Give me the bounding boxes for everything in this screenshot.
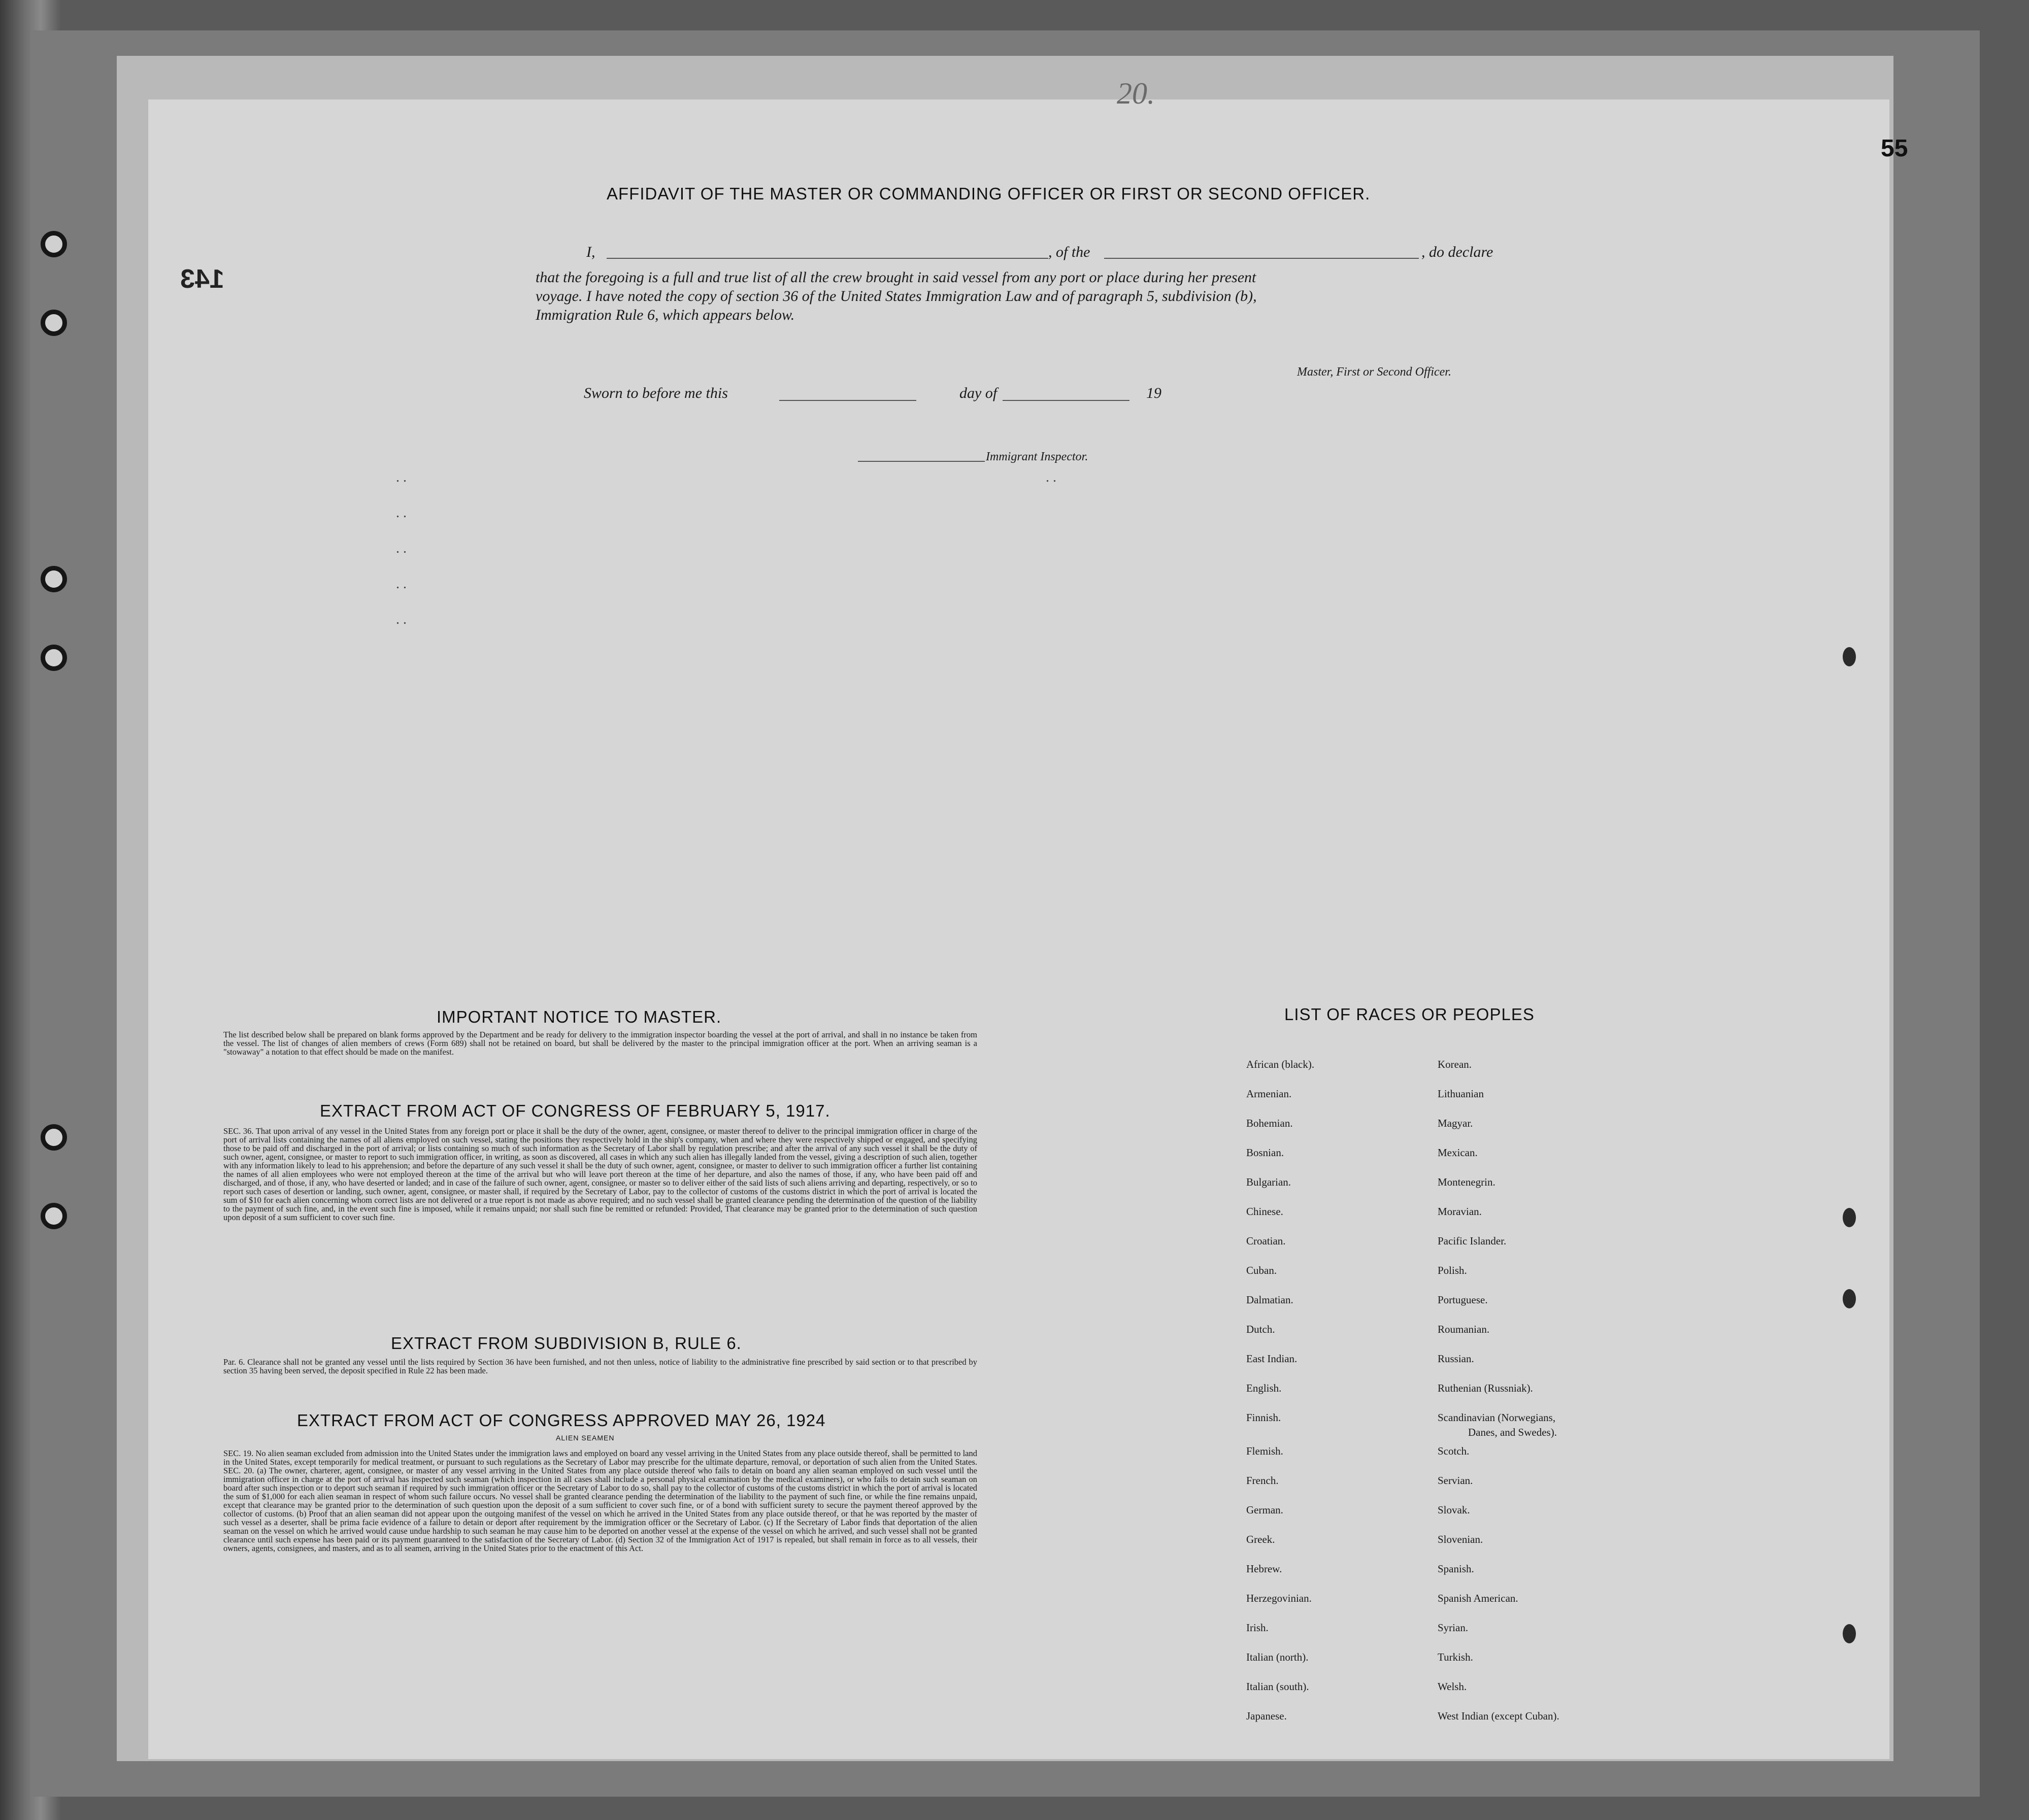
race-item: Mexican.: [1438, 1147, 1478, 1159]
race-item: Lithuanian: [1438, 1088, 1484, 1100]
sworn-label: Sworn to before me this: [584, 385, 728, 401]
dot-mark: . .: [396, 612, 407, 627]
race-item: Spanish American.: [1438, 1592, 1518, 1604]
binder-hole: [41, 1203, 67, 1229]
affidavit-title: AFFIDAVIT OF THE MASTER OR COMMANDING OFFICER OR FIRST OR SECOND OFFICER.: [607, 184, 1371, 203]
race-item: Scotch.: [1438, 1445, 1470, 1457]
i-label: I,: [586, 244, 595, 260]
sworn-month-line: [1003, 400, 1129, 401]
dot-mark: . .: [396, 469, 407, 485]
inspector-line: [858, 461, 985, 462]
race-item: Cuban.: [1246, 1264, 1277, 1276]
affidavit-line-1: that the foregoing is a full and true list of all the crew brought in said vessel from any port or place during her present: [536, 269, 1256, 286]
race-item: Armenian.: [1246, 1088, 1292, 1100]
race-item: Italian (north).: [1246, 1651, 1309, 1663]
of-the-label: , of the: [1048, 244, 1090, 260]
race-item: Moravian.: [1438, 1205, 1482, 1218]
affidavit-line-3: Immigration Rule 6, which appears below.: [536, 307, 795, 323]
race-item: Dalmatian.: [1246, 1294, 1293, 1306]
race-item: Syrian.: [1438, 1622, 1469, 1634]
year-label: 19: [1146, 385, 1161, 401]
race-item: Spanish.: [1438, 1563, 1474, 1575]
race-item: East Indian.: [1246, 1353, 1298, 1365]
race-item-continuation: Danes, and Swedes).: [1468, 1426, 1557, 1438]
races-title: LIST OF RACES OR PEOPLES: [1284, 1005, 1535, 1024]
race-item: Welsh.: [1438, 1680, 1467, 1693]
affidavit-body: [536, 268, 1515, 324]
binder-hole: [41, 1124, 67, 1151]
race-item: Slovenian.: [1438, 1533, 1483, 1545]
race-item: Flemish.: [1246, 1445, 1283, 1457]
race-item: German.: [1246, 1504, 1283, 1516]
binder-hole: [41, 231, 67, 257]
extract-1917-title: EXTRACT FROM ACT OF CONGRESS OF FEBRUARY 5, 1917.: [320, 1101, 830, 1120]
race-item: English.: [1246, 1382, 1282, 1394]
vessel-line: [1104, 258, 1419, 259]
notice-title: IMPORTANT NOTICE TO MASTER.: [437, 1007, 722, 1026]
extract-1924-title: EXTRACT FROM ACT OF CONGRESS APPROVED MAY 26, 1924: [297, 1411, 826, 1430]
race-item: Bosnian.: [1246, 1147, 1284, 1159]
binder-hole: [41, 310, 67, 336]
dot-mark: . .: [396, 541, 407, 556]
inspector-label: Immigrant Inspector.: [986, 450, 1088, 463]
extract-rule6-title: EXTRACT FROM SUBDIVISION B, RULE 6.: [391, 1334, 742, 1353]
race-item: Korean.: [1438, 1058, 1472, 1070]
binder-hole: [41, 645, 67, 671]
race-item: Polish.: [1438, 1264, 1467, 1276]
race-item: Herzegovinian.: [1246, 1592, 1312, 1604]
extract-1917-text: SEC. 36. That upon arrival of any vessel in the United States from any foreign port or place it shall be the duty of the owner, agent, consignee, or master thereof to deliver to the principal immigration officer in charge of the port of arrival lists containing the names of all aliens employed on such vessel, stating the positions they respectively hold in the ship's company, when and where they were respectively shipped or engaged, and specifying those to be paid off and discharged in the port of arrival; or lists containing so much of such information as the Secretary of Labor shall by regulation prescribe; and after the arrival of any such vessel it shall be the duty of such owner, agent, consignee, or master to report to such immigration officer, in writing, as soon as discovered, all cases in which any such alien has illegally landed from the vessel, giving a description of such alien, together with any information likely to lead to his apprehension; and before the departure of any such vessel it shall be the duty of such owner, agent, consignee, or master to deliver to such immigration officer a further list containing the names of all alien employees who were not employed thereon at the time of the arrival but who will leave port thereon at the time of her departure, and also the names of those, if any, who have been paid off and discharged, and of those, if any, who have deserted or landed; and in case of the failure of such owner, agent, consignee, or master so to deliver either of the said lists of such aliens arriving and departing, respectively, or so to report such cases of desertion or landing, such owner, agent, consignee, or master shall, if required by the Secretary of Labor, pay to the collector of customs of the customs district in which the port of arrival is located the sum of $10 for each alien concerning whom correct lists are not delivered or a true report is not made as above required; and no such vessel shall be granted clearance pending the determination of the question of the liability to the payment of such fine, and, in the event such fine is imposed, while it remains unpaid; nor shall such fine be remitted or refunded: Provided, That clearance may be granted prior to the determination of such question upon deposit of a sum sufficient to cover such fine.: [223, 1126, 977, 1222]
dot-mark: . .: [396, 576, 407, 592]
side-number: 143: [180, 264, 224, 294]
name-line: [607, 258, 1048, 259]
race-item: Bohemian.: [1246, 1117, 1293, 1129]
dot-mark: . .: [1046, 469, 1056, 485]
race-item: West Indian (except Cuban).: [1438, 1710, 1559, 1722]
affidavit-line-2: voyage. I have noted the copy of section 36 of the United States Immigration Law and of paragraph 5, subdivision (b),: [536, 288, 1257, 305]
race-item: Bulgarian.: [1246, 1176, 1291, 1188]
race-item: Russian.: [1438, 1353, 1474, 1365]
race-item: Pacific Islander.: [1438, 1235, 1507, 1247]
race-item: Portuguese.: [1438, 1294, 1488, 1306]
race-item: Finnish.: [1246, 1411, 1281, 1424]
extract-1924-text: SEC. 19. No alien seaman excluded from admission into the United States under the immigration laws and employed on board any vessel arriving in the United States from any place outside thereof, shall be permitted to land in the United States, except temporarily for medical treatment, or pursuant to such regulations as the Secretary of Labor may prescribe for the ultimate departure, removal, or deportation of such alien from the United States. SEC. 20. (a) The owner, charterer, agent, consignee, or master of any vessel arriving in the United States from any place outside thereof who fails to detain on board any alien seaman employed on such vessel until the immigration officer in charge at the port of arrival has inspected such seaman (which inspection in all cases shall include a personal physical examination by the medical examiners), or who fails to detain such seaman on board after such inspection or to deport such seaman if required by such immigration officer or the Secretary of Labor to do so, shall pay to the collector of customs of the customs district in which the port of arrival is located the sum of $1,000 for each alien seaman in respect of whom such failure occurs. No vessel shall be granted clearance pending the determination of the liability to the payment of such fine, or while the fine remains unpaid, except that clearance may be granted prior to the determination of such question upon the deposit of a sum sufficient to cover such fine, or of a bond with sufficient surety to secure the payment thereof approved by the collector of customs. (b) Proof that an alien seaman did not appear upon the outgoing manifest of the vessel on which he arrived in the United States from any place outside thereof, or that he was reported by the master of such vessel as a deserter, shall be prima facie evidence of a failure to detain or deport after requirement by the immigration officer or the Secretary of Labor. (c) If the Secretary of Labor finds that deportation of the alien seaman on the vessel on which he arrived would cause undue hardship to such seaman he may cause him to be deported on another vessel at the expense of the vessel on which he arrived, and such vessel shall not be granted clearance until such expense has been paid or its payment guaranteed to the satisfaction of the Secretary of Labor. (d) Section 32 of the Immigration Act of 1917 is repealed, but shall remain in force as to all vessels, their owners, agents, consignees, and masters, and as to all seamen, arriving in the United States prior to the enactment of this Act.: [223, 1448, 977, 1553]
race-item: Servian.: [1438, 1474, 1473, 1487]
race-item: Scandinavian (Norwegians,: [1438, 1411, 1556, 1424]
notice-text: The list described below shall be prepared on blank forms approved by the Department and be ready for delivery to the immigration inspector boarding the vessel at the port of arrival, and shall in no instance be taken from the vessel. The list of changes of alien members of crews (Form 689) shall not be retained on board, but shall be delivered by the master to the principal immigration officer at the port. When an arriving seaman is a "stowaway" a notation to that effect should be made on the manifest.: [223, 1030, 977, 1057]
punch-mark: [1843, 647, 1856, 666]
race-item: Slovak.: [1438, 1504, 1470, 1516]
dot-mark: . .: [396, 505, 407, 521]
race-item: Japanese.: [1246, 1710, 1287, 1722]
punch-mark: [1843, 1289, 1856, 1308]
corner-number: 55: [1881, 135, 1908, 162]
race-item: Italian (south).: [1246, 1680, 1309, 1693]
race-item: Ruthenian (Russniak).: [1438, 1382, 1533, 1394]
extract-rule6-text: Par. 6. Clearance shall not be granted any vessel until the lists required by Section 36 have been furnished, and not then unless, notice of liability to the administrative fine prescribed by said section or to that prescribed by section 35 having been served, the deposit specified in Rule 22 has been made.: [223, 1357, 977, 1375]
extract-1924-subtitle: ALIEN SEAMEN: [556, 1434, 615, 1442]
race-item: Hebrew.: [1246, 1563, 1282, 1575]
punch-mark: [1843, 1624, 1856, 1643]
race-item: Dutch.: [1246, 1323, 1275, 1335]
race-item: French.: [1246, 1474, 1279, 1487]
page-number: 20.: [1117, 77, 1155, 110]
race-item: Greek.: [1246, 1533, 1275, 1545]
race-item: Magyar.: [1438, 1117, 1473, 1129]
race-item: Irish.: [1246, 1622, 1269, 1634]
race-item: Roumanian.: [1438, 1323, 1490, 1335]
race-item: Croatian.: [1246, 1235, 1286, 1247]
race-item: Turkish.: [1438, 1651, 1473, 1663]
master-label: Master, First or Second Officer.: [1297, 365, 1451, 379]
day-of-label: day of: [959, 385, 997, 401]
race-item: African (black).: [1246, 1058, 1315, 1070]
sworn-day-line: [779, 400, 916, 401]
do-declare-label: , do declare: [1421, 244, 1493, 260]
binder-hole: [41, 566, 67, 592]
race-item: Montenegrin.: [1438, 1176, 1495, 1188]
punch-mark: [1843, 1208, 1856, 1227]
race-item: Chinese.: [1246, 1205, 1283, 1218]
